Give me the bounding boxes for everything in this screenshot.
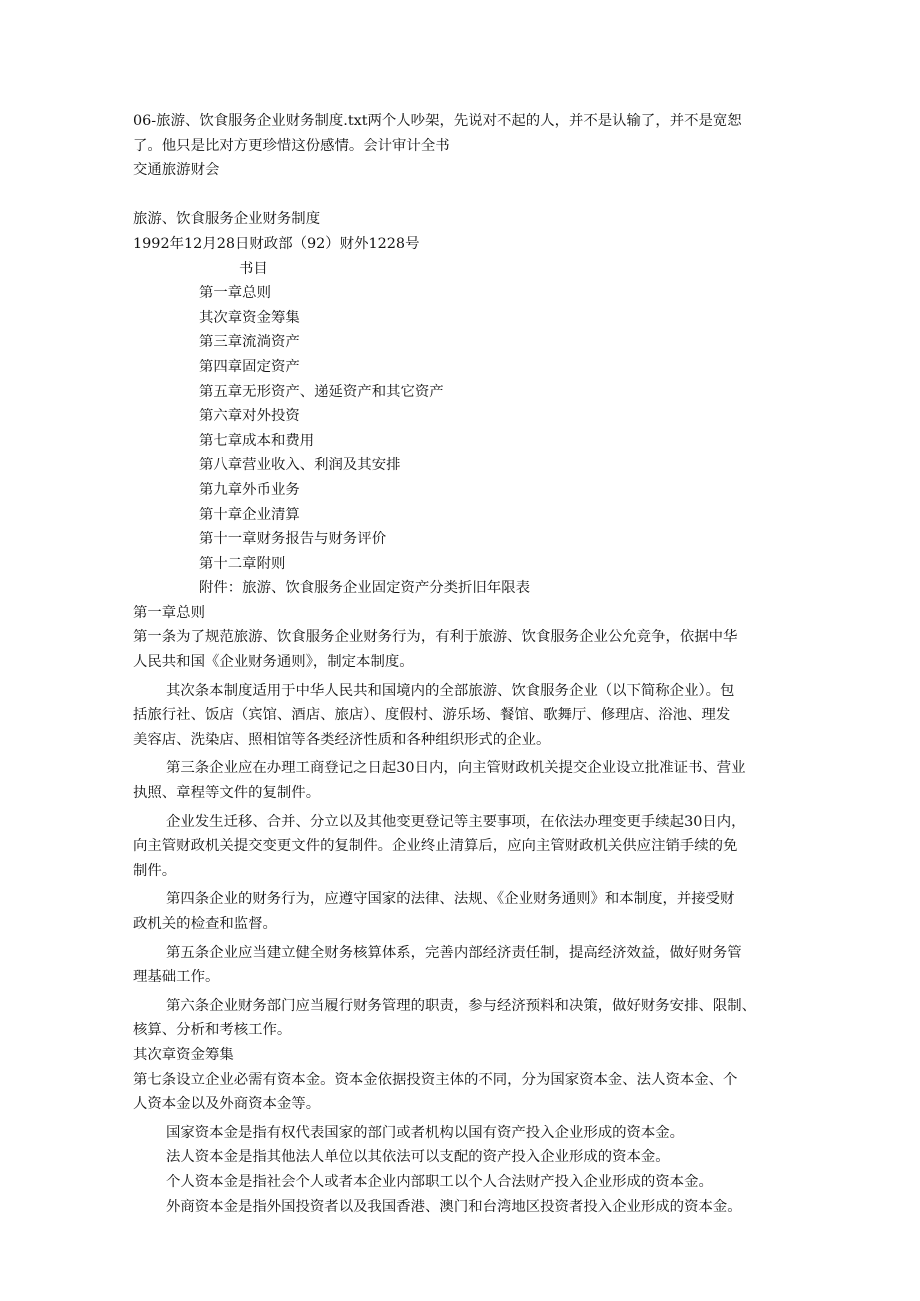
text-line: 理基础工作。 — [133, 969, 220, 986]
text-line: 个人资本金是指社会个人或者本企业内部职工以个人合法财产投入企业形成的资本金。 — [166, 1173, 713, 1190]
text-line: 其次章资金筹集 — [133, 1046, 234, 1063]
text-line: 交通旅游财会 — [133, 162, 220, 179]
text-line: 核算、分析和考核工作。 — [133, 1022, 292, 1039]
text-line: 人资本金以及外商资本金等。 — [133, 1096, 321, 1113]
text-line: 第五条企业应当建立健全财务核算体系，完善内部经济责任制，提高经济效益，做好财务管 — [166, 944, 742, 961]
blank-line — [133, 183, 805, 208]
toc-line: 第一章总则 — [199, 285, 271, 302]
text-line: 向主管财政机关提交变更文件的复制件。企业终止清算后，应向主管财政机关供应注销手续的免 — [133, 838, 738, 855]
toc-line: 书目 — [239, 260, 268, 277]
text-line: 括旅行社、饭店（宾馆、酒店、旅店）、度假村、游乐场、餐馆、歌舞厅、修理店、浴池、理发 — [133, 707, 731, 724]
text-line: 法人资本金是指其他法人单位以其依法可以支配的资产投入企业形成的资本金。 — [166, 1149, 670, 1166]
text-line: 政机关的检查和监督。 — [133, 916, 277, 932]
text-line: 第三条企业应在办理工商登记之日起30日内，向主管财政机关提交企业设立批准证书、营业 — [166, 760, 746, 777]
toc-line: 第四章固定资产 — [199, 358, 300, 375]
text-line: 第七条设立企业必需有资本金。资本金依据投资主体的不同，分为国家资本金、法人资本金、个 — [133, 1071, 738, 1088]
toc-line: 其次章资金筹集 — [199, 309, 300, 326]
text-line: 1992年12月28日财政部（92）财外1228号 — [133, 235, 420, 252]
text-line: 企业发生迁移、合并、分立以及其他变更登记等主要事项，在依法办理变更手续起30日内， — [166, 813, 746, 830]
text-line: 06-旅游、饮食服务企业财务制度.txt两个人吵架，先说对不起的人，并不是认输了，并不是宽恕 — [133, 113, 742, 129]
toc-line: 第十二章附则 — [199, 555, 286, 572]
text-line: 美容店、洗染店、照相馆等各类经济性质和各种组织形式的企业。 — [133, 731, 551, 748]
toc-line: 第三章流淌资产 — [199, 334, 300, 351]
toc-line: 第八章营业收入、利润及其安排 — [199, 457, 401, 474]
document-body — [133, 109, 805, 1219]
text-line: 第四条企业的财务行为，应遵守国家的法律、法规、《企业财务通则》和本制度，并接受财 — [166, 891, 735, 908]
toc-line: 第六章对外投资 — [199, 408, 300, 425]
text-line: 第一章总则 — [133, 604, 205, 621]
toc-line: 附件：旅游、饮食服务企业固定资产分类折旧年限表 — [199, 580, 530, 597]
text-line: 人民共和国《企业财务通则》，制定本制度。 — [133, 654, 414, 671]
text-line: 外商资本金是指外国投资者以及我国香港、澳门和台湾地区投资者投入企业形成的资本金。 — [166, 1198, 742, 1215]
text-line: 第一条为了规范旅游、饮食服务企业财务行为，有利于旅游、饮食服务企业公允竞争，依据中华 — [133, 629, 738, 646]
text-line: 旅游、饮食服务企业财务制度 — [133, 211, 321, 228]
toc-line: 第七章成本和费用 — [199, 432, 315, 449]
text-line: 其次条本制度适用于中华人民共和国境内的全部旅游、饮食服务企业（以下简称企业）。包 — [166, 682, 735, 699]
text-line: 第六条企业财务部门应当履行财务管理的职责，参与经济预料和决策，做好财务安排、限制、 — [166, 997, 757, 1014]
text-line: 国家资本金是指有权代表国家的部门或者机构以国有资产投入企业形成的资本金。 — [166, 1124, 685, 1141]
toc-line: 第五章无形资产、递延资产和其它资产 — [199, 383, 444, 400]
text-line: 了。他只是比对方更珍惜这份感情。会计审计全书 — [133, 137, 450, 154]
toc-line: 第九章外币业务 — [199, 481, 300, 498]
toc-line: 第十章企业清算 — [199, 506, 300, 523]
text-line: 执照、章程等文件的复制件。 — [133, 785, 321, 802]
toc-line: 第十一章财务报告与财务评价 — [199, 531, 387, 548]
text-line: 制件。 — [133, 862, 177, 879]
